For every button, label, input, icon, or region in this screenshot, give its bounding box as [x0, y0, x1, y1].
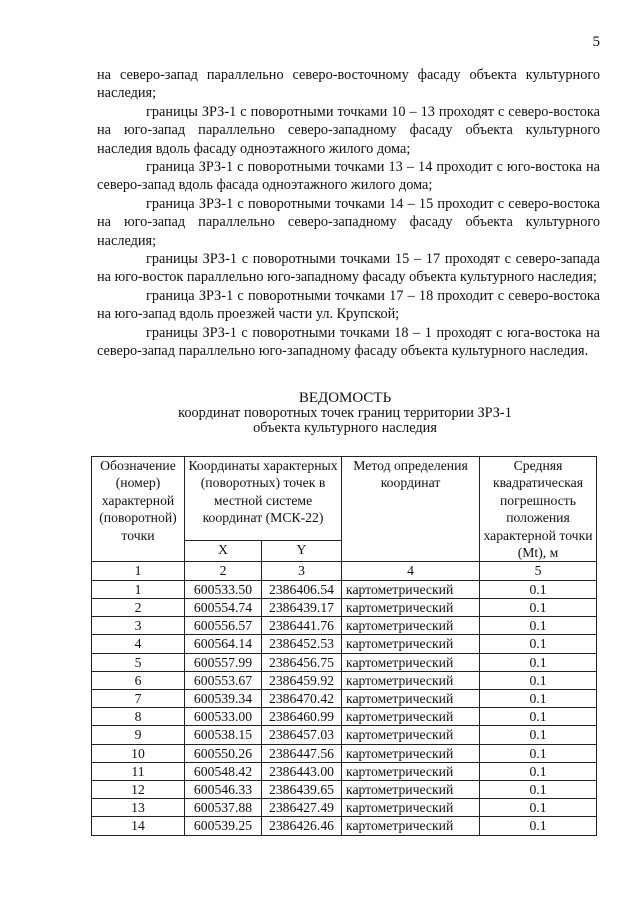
col-number-3: 3: [262, 562, 342, 580]
accuracy-cell: 0.1: [480, 762, 597, 780]
method-cell: картометрический: [342, 708, 480, 726]
point-number-cell: 12: [92, 781, 185, 799]
table-row: [92, 781, 597, 799]
point-number-cell: 7: [92, 690, 185, 708]
header-y: Y: [262, 540, 342, 562]
header-coordinates: Координаты характерных (поворотных) точек в местной системе координат (МСК-22): [185, 457, 342, 541]
paragraph: граница ЗРЗ-1 с поворотными точками 13 – 14 проходит с юго-востока на северо-запад вдоль фасада одноэтажного жилого дома;: [97, 159, 600, 194]
coordinates-table: [91, 456, 597, 836]
header-method: Метод определения координат: [342, 457, 480, 562]
table-row: [92, 653, 597, 671]
paragraph: границы ЗРЗ-1 с поворотными точками 18 – 1 проходят с юга-востока на северо-запад параллельно юго-западному фасаду объекта культурного наследия.: [97, 324, 600, 360]
x-cell: 600564.14: [185, 635, 262, 653]
point-number-cell: 1: [92, 580, 185, 598]
method-cell: картометрический: [342, 580, 480, 598]
heading-line-1: координат поворотных точек границ территории ЗРЗ-1: [178, 405, 512, 421]
y-cell: 2386441.76: [262, 617, 342, 635]
x-cell: 600539.34: [185, 690, 262, 708]
y-cell: 2386447.56: [262, 744, 342, 762]
header-accuracy: Средняя квадратическая погрешность положения характерной точки (Mt), м: [480, 457, 597, 562]
method-cell: картометрический: [342, 817, 480, 835]
point-number-cell: 9: [92, 726, 185, 744]
accuracy-cell: 0.1: [480, 653, 597, 671]
method-cell: картометрический: [342, 781, 480, 799]
table-row: [92, 690, 597, 708]
method-cell: картометрический: [342, 744, 480, 762]
x-cell: 600553.67: [185, 671, 262, 689]
accuracy-cell: 0.1: [480, 671, 597, 689]
method-cell: картометрический: [342, 726, 480, 744]
x-cell: 600548.42: [185, 762, 262, 780]
method-cell: картометрический: [342, 599, 480, 617]
accuracy-cell: 0.1: [480, 726, 597, 744]
x-cell: 600538.15: [185, 726, 262, 744]
paragraph: границы ЗРЗ-1 с поворотными точками 15 – 17 проходят с северо-запада на юго-восток параллельно юго-западному фасаду объекта культурного наследия;: [97, 251, 600, 286]
table-row: [92, 744, 597, 762]
point-number-cell: 5: [92, 653, 185, 671]
paragraph: граница ЗРЗ-1 с поворотными точками 14 – 15 проходит с северо-востока на юго-запад параллельно северо-западному фасаду объекта культурного наследия;: [97, 195, 600, 249]
accuracy-cell: 0.1: [480, 599, 597, 617]
x-cell: 600537.88: [185, 799, 262, 817]
accuracy-cell: 0.1: [480, 635, 597, 653]
accuracy-cell: 0.1: [480, 781, 597, 799]
point-number-cell: 2: [92, 599, 185, 617]
paragraph: граница ЗРЗ-1 с поворотными точками 17 – 18 проходит с северо-востока на юго-запад вдоль проезжей части ул. Крупской;: [97, 287, 600, 323]
table-row: [92, 799, 597, 817]
y-cell: 2386459.92: [262, 671, 342, 689]
accuracy-cell: 0.1: [480, 617, 597, 635]
x-cell: 600533.50: [185, 580, 262, 598]
method-cell: картометрический: [342, 671, 480, 689]
accuracy-cell: 0.1: [480, 817, 597, 835]
paragraph: границы ЗРЗ-1 с поворотными точками 10 – 13 проходят с северо-востока на юго-запад параллельно северо-западному фасаду объекта культурного наследия вдоль фасаду одноэтажного жилого дома;: [97, 103, 600, 157]
x-cell: 600556.57: [185, 617, 262, 635]
x-cell: 600550.26: [185, 744, 262, 762]
accuracy-cell: 0.1: [480, 744, 597, 762]
point-number-cell: 11: [92, 762, 185, 780]
body-text: [97, 66, 600, 361]
method-cell: картометрический: [342, 762, 480, 780]
header-point-number: Обозначение (номер) характерной (поворотной) точки: [92, 457, 185, 562]
method-cell: картометрический: [342, 617, 480, 635]
y-cell: 2386427.49: [262, 799, 342, 817]
paragraph: на северо-запад параллельно северо-восточному фасаду объекта культурного наследия;: [97, 67, 600, 102]
col-number-4: 4: [342, 562, 480, 580]
x-cell: 600557.99: [185, 653, 262, 671]
point-number-cell: 14: [92, 817, 185, 835]
method-cell: картометрический: [342, 653, 480, 671]
y-cell: 2386439.17: [262, 599, 342, 617]
point-number-cell: 3: [92, 617, 185, 635]
method-cell: картометрический: [342, 690, 480, 708]
point-number-cell: 8: [92, 708, 185, 726]
table-row: [92, 599, 597, 617]
heading-title: ВЕДОМОСТЬ: [298, 390, 392, 406]
table-row: [92, 580, 597, 598]
accuracy-cell: 0.1: [480, 799, 597, 817]
table-row: [92, 671, 597, 689]
col-number-2: 2: [185, 562, 262, 580]
heading-line-2: объекта культурного наследия: [253, 419, 437, 436]
table-heading: [90, 390, 600, 435]
table-row: [92, 817, 597, 835]
point-number-cell: 13: [92, 799, 185, 817]
accuracy-cell: 0.1: [480, 708, 597, 726]
point-number-cell: 10: [92, 744, 185, 762]
point-number-cell: 4: [92, 635, 185, 653]
col-number-1: 1: [92, 562, 185, 580]
y-cell: 2386457.03: [262, 726, 342, 744]
y-cell: 2386456.75: [262, 653, 342, 671]
table-row: [92, 762, 597, 780]
table-row: [92, 708, 597, 726]
y-cell: 2386470.42: [262, 690, 342, 708]
x-cell: 600533.00: [185, 708, 262, 726]
y-cell: 2386426.46: [262, 817, 342, 835]
y-cell: 2386443.00: [262, 762, 342, 780]
col-number-5: 5: [480, 562, 597, 580]
table-row: [92, 635, 597, 653]
header-x: X: [185, 540, 262, 562]
y-cell: 2386452.53: [262, 635, 342, 653]
y-cell: 2386439.65: [262, 781, 342, 799]
page-number: 5: [592, 34, 600, 50]
x-cell: 600554.74: [185, 599, 262, 617]
x-cell: 600546.33: [185, 781, 262, 799]
table-row: [92, 617, 597, 635]
method-cell: картометрический: [342, 799, 480, 817]
y-cell: 2386460.99: [262, 708, 342, 726]
accuracy-cell: 0.1: [480, 580, 597, 598]
x-cell: 600539.25: [185, 817, 262, 835]
point-number-cell: 6: [92, 671, 185, 689]
y-cell: 2386406.54: [262, 580, 342, 598]
table-row: [92, 726, 597, 744]
method-cell: картометрический: [342, 635, 480, 653]
accuracy-cell: 0.1: [480, 690, 597, 708]
